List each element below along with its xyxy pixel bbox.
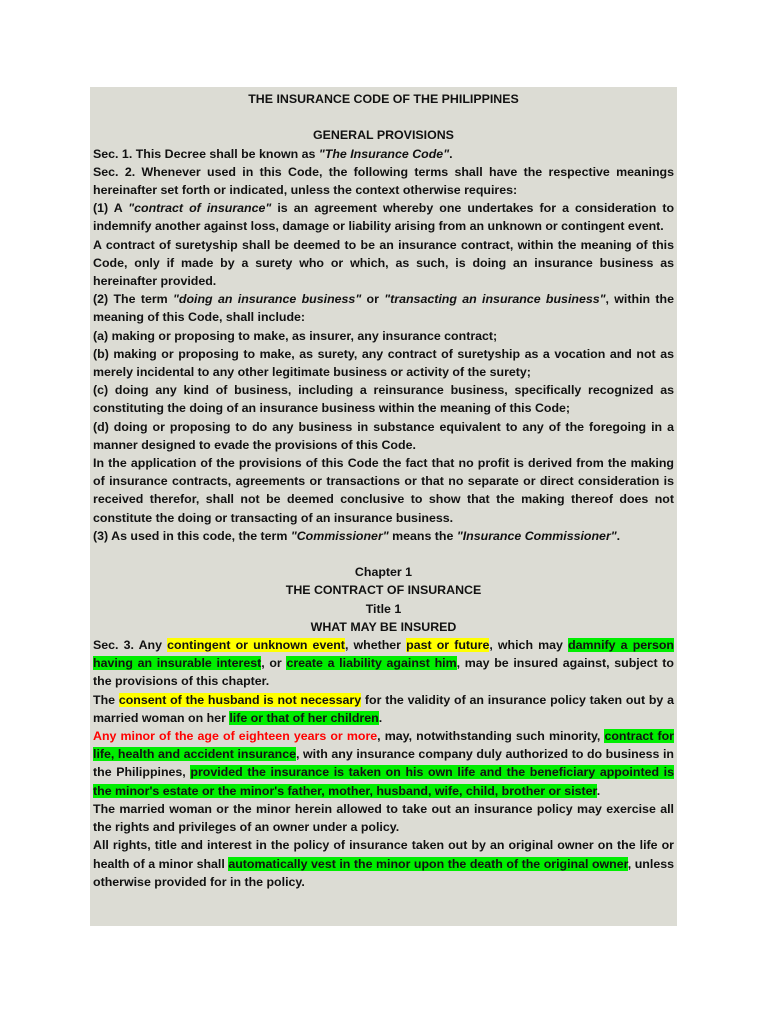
definition-3-means: means the: [388, 528, 457, 543]
definition-2-or: or: [361, 292, 385, 307]
section-1: [93, 145, 674, 163]
highlight-green: damnify a person: [568, 638, 675, 653]
rights-text: All rights, title and interest in the policy of insurance taken out by an original owner on the life or health of a minor shall: [93, 838, 674, 871]
spacer: [93, 108, 674, 126]
document-page: [90, 87, 677, 926]
highlight-yellow: contingent or unknown event: [167, 638, 345, 653]
section-3-text: , or: [261, 656, 287, 671]
rights-text: , unless otherwise provided for in the policy.: [93, 856, 674, 889]
definition-3-term: "Commissioner": [290, 528, 389, 543]
title-label: Title 1: [365, 601, 402, 616]
section-1-text: Sec. 1. This Decree shall be known as: [93, 146, 319, 161]
consent-text: The: [93, 692, 119, 707]
consent-text: .: [378, 710, 383, 725]
highlight-yellow: past or future: [406, 638, 490, 653]
rights-paragraph: [93, 836, 674, 891]
spacer: [93, 545, 674, 563]
general-provisions-heading: GENERAL PROVISIONS: [313, 128, 454, 143]
section-3-text: , may be insured against, subject to the provisions of this chapter.: [93, 656, 674, 689]
definition-2-text: , within the meaning of this Code, shall include:: [93, 292, 674, 325]
highlight-green: automatically vest in the minor upon the death of the original owner: [228, 856, 628, 871]
definition-3-prefix: (3) As used in this code, the term: [93, 528, 291, 543]
definition-1: [93, 199, 674, 235]
section-3-text: , which may: [489, 638, 569, 653]
section-3-text: , whether: [344, 638, 407, 653]
consent-paragraph: [93, 691, 674, 727]
suretyship-paragraph: A contract of suretyship shall be deemed to be an insurance contract, within the meaning of this Code, only if made by a surety who or which, as such, is doing an insurance business as hereinafter provided.: [93, 237, 674, 289]
section-3-prefix: Sec. 3. Any: [93, 638, 168, 653]
minor-text: , with any insurance company duly authorized to do business in the Philippines,: [93, 747, 674, 780]
minor-text: , may, notwithstanding such minority,: [377, 729, 605, 744]
definition-3: [93, 527, 674, 545]
highlight-green: having an insurable interest: [93, 656, 262, 671]
section-1-code-name: "The Insurance Code": [318, 146, 450, 161]
definition-3-end: .: [616, 528, 621, 543]
item-b: (b) making or proposing to make, as surety, any contract of suretyship as a vocation and not as merely incidental to any other legitimate business or activity of the surety;: [93, 346, 674, 380]
definition-2-prefix: (2) The term: [93, 292, 174, 307]
item-a: (a) making or proposing to make, as insurer, any insurance contract;: [93, 328, 498, 343]
definition-2-term-2: "transacting an insurance business": [384, 292, 606, 307]
definition-1-prefix: (1) A: [93, 201, 129, 216]
section-3: [93, 636, 674, 691]
highlight-green: provided the insurance is taken on his own life and the beneficiary appointed is the minor's estate or the minor's father, mother, husband, wife, child, brother or sister: [93, 765, 674, 798]
consent-text: for the validity of an insurance policy taken out by a married woman on her: [93, 692, 674, 725]
minor-paragraph: [93, 727, 674, 800]
highlight-green: contract for life, health and accident insurance: [93, 729, 674, 762]
item-c: (c) doing any kind of business, including a reinsurance business, specifically recognized as constituting the doing of an insurance business within the meaning of this Code;: [93, 383, 674, 416]
section-2-intro: Sec. 2. Whenever used in this Code, the following terms shall have the respective meanings hereinafter set forth or indicated, unless the context otherwise requires:: [93, 164, 674, 197]
definition-2: [93, 290, 674, 326]
highlight-green: create a liability against him: [286, 656, 457, 671]
red-text: Any minor of the age of eighteen years or more: [93, 729, 378, 744]
married-woman-paragraph: The married woman or the minor herein allowed to take out an insurance policy may exercise all the rights and privileges of an owner under a policy.: [93, 801, 674, 835]
application-paragraph: In the application of the provisions of this Code the fact that no profit is derived from the making of insurance contracts, agreements or transactions or that no separate or direct consideration is received therefor, shall not be deemed conclusive to show that the making thereof does not constitute the doing or transacting of an insurance business.: [93, 456, 674, 525]
title-name: WHAT MAY BE INSURED: [310, 619, 457, 634]
highlight-green: life or that of her children: [229, 710, 379, 725]
item-d: (d) doing or proposing to do any business in substance equivalent to any of the foregoing in a manner designed to evade the provisions of this Code.: [93, 419, 674, 452]
minor-text: .: [596, 783, 601, 798]
highlight-yellow: consent of the husband is not necessary: [118, 692, 362, 707]
definition-1-text: is an agreement whereby one undertakes for a consideration to indemnify another against loss, damage or liability arising from an unknown or contingent event.: [93, 201, 675, 234]
chapter-title: THE CONTRACT OF INSURANCE: [285, 583, 482, 598]
document-title: THE INSURANCE CODE OF THE PHILIPPINES: [248, 92, 519, 106]
definition-3-meaning: "Insurance Commissioner": [456, 528, 617, 543]
definition-2-term-1: "doing an insurance business": [173, 292, 362, 307]
definition-1-term: "contract of insurance": [128, 201, 272, 216]
section-1-end: .: [449, 146, 453, 161]
chapter-label: Chapter 1: [354, 565, 413, 580]
